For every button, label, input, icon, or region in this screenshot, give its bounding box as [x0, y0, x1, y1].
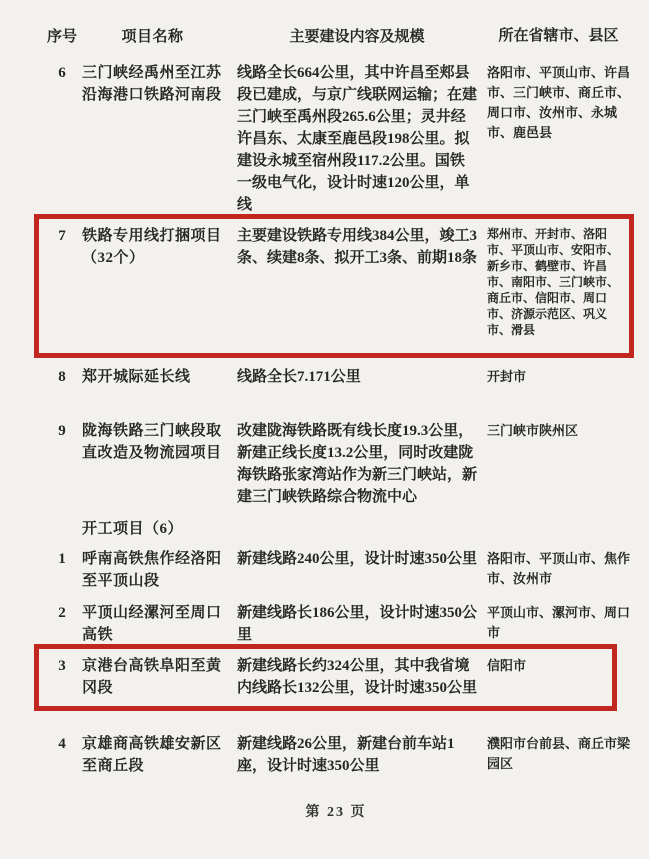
project-location: 洛阳市、平顶山市、焦作市、汝州市	[487, 551, 631, 586]
project-content: 新建线路240公里，设计时速350公里	[237, 551, 478, 567]
project-name: 陇海铁路三门峡段取直改造及物流园项目	[82, 423, 222, 461]
page-number: 第 23 页	[305, 805, 367, 820]
project-location: 洛阳市、平顶山市、许昌市、三门峡市、商丘市、周口市、汝州市、永城市、鹿邑县	[487, 65, 631, 140]
project-name: 京雄商高铁雄安新区至商丘段	[82, 736, 222, 774]
table-header-row	[42, 26, 630, 48]
header-no: 序号	[46, 29, 77, 45]
table-row	[42, 366, 630, 388]
project-location: 濮阳市台前县、商丘市梁园区	[487, 736, 631, 771]
project-content: 主要建设铁路专用线384公里，竣工3条、续建8条、拟开工3条、前期18条	[237, 228, 478, 266]
row-no: 1	[58, 551, 66, 567]
project-content: 线路全长664公里，其中许昌至郏县段已建成，与京广线联网运输；在建三门峡至禹州段265.6公里；灵井经许昌东、太康至鹿邑段198公里。拟建设永城至宿州段117.2公里。国铁一级电气化，设计时速120公里，单线	[237, 65, 478, 213]
project-content: 新建线路长约324公里，其中我省境内线路长132公里，设计时速350公里	[237, 658, 478, 696]
row-no: 9	[58, 423, 66, 439]
section-header: 开工项目（6）	[82, 521, 184, 537]
project-location: 平顶山市、漯河市、周口市	[487, 605, 631, 640]
project-name: 呼南高铁焦作经洛阳至平顶山段	[82, 551, 222, 589]
table-row	[42, 733, 630, 777]
project-name: 京港台高铁阜阳至黄冈段	[82, 658, 222, 696]
red-highlight-box	[34, 214, 634, 358]
header-content-scale: 主要建设内容及规模	[289, 29, 425, 45]
project-content: 新建线路长186公里，设计时速350公里	[237, 605, 478, 643]
project-name: 铁路专用线打捆项目（32个）	[82, 228, 222, 266]
header-project-name: 项目名称	[121, 29, 184, 45]
red-highlight-box	[34, 644, 617, 711]
table-row	[42, 548, 630, 592]
project-content: 改建陇海铁路既有线长度19.3公里，新建正线长度13.2公里，同时改建陇海铁路张家湾站作为新三门峡站，新建三门峡铁路综合物流中心	[237, 423, 478, 505]
project-name: 郑开城际延长线	[82, 369, 191, 385]
project-content: 新建线路26公里，新建台前车站1座，设计时速350公里	[237, 736, 455, 774]
project-location: 信阳市	[487, 658, 527, 673]
row-no: 3	[58, 658, 66, 674]
project-location: 郑州市、开封市、洛阳市、平顶山市、安阳市、新乡市、鹤壁市、许昌市、南阳市、三门峡市、商丘市、信阳市、周口市、济源示范区、巩义市、滑县	[487, 227, 620, 337]
row-no: 2	[58, 605, 66, 621]
project-content: 线路全长7.171公里	[237, 369, 361, 385]
table-row	[42, 62, 630, 216]
table-row	[42, 420, 630, 508]
row-no: 4	[58, 736, 66, 752]
table-row-highlighted	[42, 655, 612, 699]
project-location: 开封市	[487, 369, 527, 384]
table-row	[42, 602, 630, 646]
project-location: 三门峡市陕州区	[487, 423, 579, 438]
project-name: 三门峡经禹州至江苏沿海港口铁路河南段	[82, 65, 222, 103]
row-no: 8	[58, 369, 66, 385]
header-location: 所在省辖市、县区	[498, 28, 619, 44]
project-name: 平顶山经漯河至周口高铁	[82, 605, 222, 643]
row-no: 7	[58, 228, 66, 244]
table-row-highlighted	[42, 225, 629, 338]
row-no: 6	[58, 65, 66, 81]
section-header-row	[42, 518, 630, 540]
